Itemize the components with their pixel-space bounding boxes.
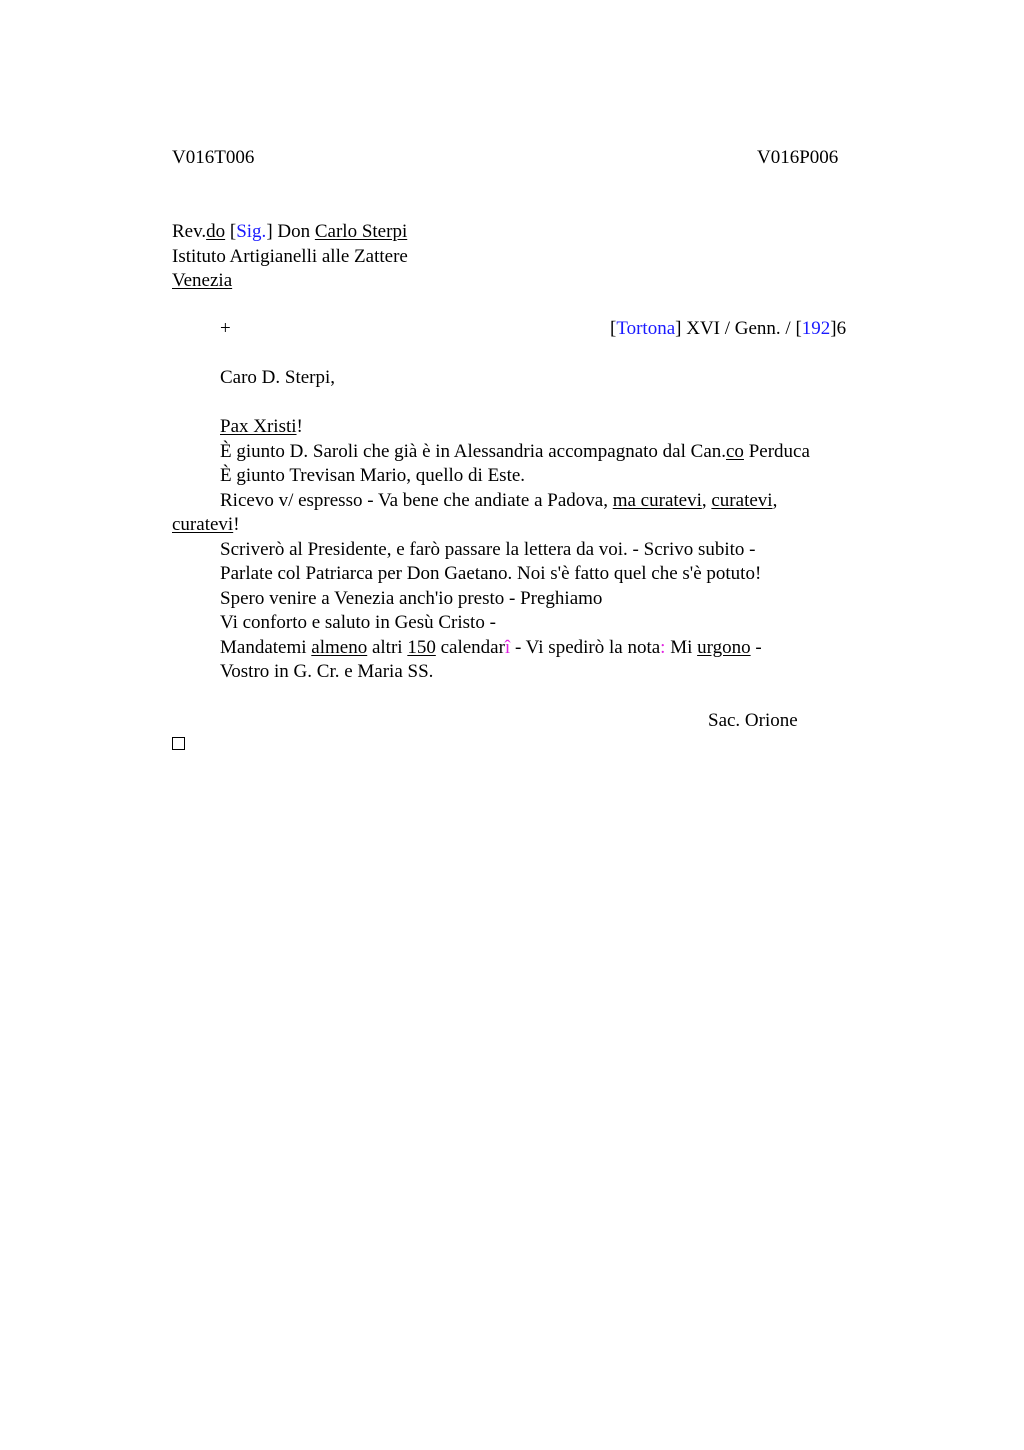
pax-exclamation: ! [296,416,303,437]
line3-text-a: Ricevo v/ espresso - Va bene che andiate a Padova, [220,490,613,511]
date-place: Tortona [616,318,676,339]
document-code-left [172,146,254,170]
line9-underlined-150: 150 [407,637,436,658]
address-line-institute [172,245,408,269]
date-bracket-open: [ [610,318,617,339]
body-line-1 [220,440,810,464]
body-line-7 [220,587,602,611]
line9-text-e: Mi [665,637,698,658]
line4-exclamation: ! [233,514,240,535]
line9-text-c: calendar [435,637,505,658]
body-line-10 [220,660,433,684]
abbrev-do: do [206,221,226,242]
bracket-close-don: ] Don [266,221,315,242]
line10-text: Vostro in G. Cr. e Maria SS. [220,661,434,682]
cross-text: + [220,318,231,339]
body-line-9 [220,636,762,660]
line3-underlined-1: ma curatevi [612,490,702,511]
date-middle: ] XVI / Genn. / [ [675,318,802,339]
city-name: Venezia [172,270,233,291]
body-line-3 [220,489,777,513]
institute-name: Istituto Artigianelli alle Zattere [172,246,408,267]
signature-text: Sac. Orione [708,710,798,731]
body-line-8 [220,611,496,635]
line9-text-f: - [750,637,762,658]
end-of-document-box-icon [172,737,185,750]
line3-underlined-2: curatevi [711,490,773,511]
line6-text: Parlate col Patriarca per Don Gaetano. Noi s'è fatto quel che s'è potuto! [220,563,762,584]
signature [708,709,798,733]
editorial-sig: Sig. [236,221,267,242]
salutation-text: Caro D. Sterpi, [220,367,336,388]
line1-text-a: È giunto D. Saroli che già è in Alessandria accompagnato dal Can. [220,441,726,462]
line5-text: Scriverò al Presidente, e farò passare la lettera da voi. - Scrivo subito - [220,539,756,560]
line8-text: Vi conforto e saluto in Gesù Cristo - [220,612,496,633]
body-line-pax [220,415,303,439]
line9-editorial-i: î [504,637,511,658]
line1-abbrev-co: co [726,441,744,462]
document-code-right [757,146,838,170]
code-left-text: V016T006 [172,147,255,168]
bracket-open: [ [225,221,237,242]
date-year-editorial: 192 [801,318,831,339]
pax-xristi: Pax Xristi [220,416,297,437]
line1-text-b: Perduca [743,441,810,462]
line9-underlined-urgono: urgono [697,637,751,658]
abbrev-rev: Rev. [172,221,207,242]
body-line-5 [220,538,756,562]
code-right-text: V016P006 [757,147,839,168]
line3-comma-1: , [701,490,712,511]
salutation [220,366,335,390]
line9-text-d: - Vi spedirò la nota [510,637,661,658]
line9-text-b: altri [367,637,408,658]
dateline [610,317,846,341]
line7-text: Spero venire a Venezia anch'io presto - Preghiamo [220,588,603,609]
line9-editorial-colon: : [660,637,666,658]
line2-text: È giunto Trevisan Mario, quello di Este. [220,465,526,486]
date-year-end: ]6 [830,318,847,339]
line3-comma-2: , [772,490,778,511]
address-line-recipient [172,220,407,244]
address-line-city [172,269,232,293]
line9-text-a: Mandatemi [220,637,312,658]
body-line-6 [220,562,761,586]
recipient-name: Carlo Sterpi [314,221,408,242]
line4-underlined: curatevi [172,514,234,535]
cross-symbol [220,317,231,341]
line9-underlined-almeno: almeno [311,637,368,658]
body-line-2 [220,464,525,488]
body-line-4 [172,513,240,537]
